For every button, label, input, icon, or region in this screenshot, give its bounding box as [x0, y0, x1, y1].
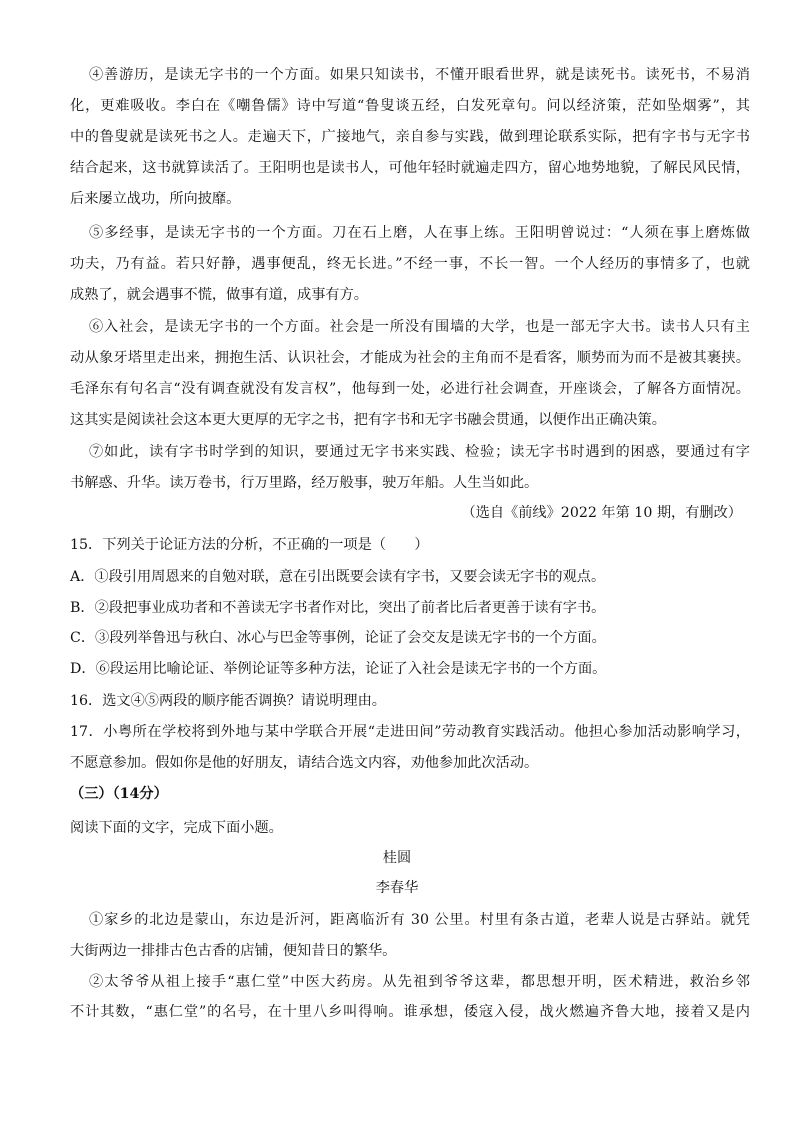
text-line: 毛泽东有句名言“没有调查就没有发言权”，他每到一处，必进行社会调查，开座谈会，了解各方面情况。	[70, 381, 750, 397]
text-line: 动从象牙塔里走出来，拥抱生活、认识社会，才能成为社会的主角而不是看客，顺势而为而不是被其裹挟。	[70, 350, 750, 366]
section-heading: （三）（14分）	[70, 786, 168, 802]
text-line: 化，更难吸收。李白在《嘲鲁儒》诗中写道“鲁叟谈五经，白发死章句。问以经济策，茫如坠烟雾”，其	[70, 98, 750, 114]
text-line: 这其实是阅读社会这本更大更厚的无字之书，把有字书和无字书融会贯通，以便作出正确决策。	[70, 412, 666, 428]
text-line: 不计其数，“惠仁堂”的名号，在十里八乡叫得响。谁承想，倭寇入侵，战火燃遍齐鲁大地，接着又是内	[70, 1004, 750, 1020]
text-line: ⑦如此，读有字书时学到的知识，要通过无字书来实践、检验；读无字书时遇到的困惑，要通过有字	[89, 444, 750, 460]
text-line: ④善游历，是读无字书的一个方面。如果只知读书，不懂开眼看世界，就是读死书。读死书，不易消	[89, 67, 750, 83]
option-b: B．②段把事业成功者和不善读无字书者作对比，突出了前者比后者更善于读有字书。	[70, 600, 606, 616]
article-author: 李春华	[375, 880, 419, 896]
instruction: 阅读下面的文字，完成下面小题。	[70, 820, 283, 836]
text-line: 大街两边一排排古色古香的店铺，便知昔日的繁华。	[70, 943, 397, 959]
question-16: 16．选文④⑤两段的顺序能否调换？请说明理由。	[70, 693, 386, 709]
text-line: 书解惑、升华。读万卷书，行万里路，经万般事，驶万年船。人生当如此。	[70, 475, 539, 491]
question-stem: 15．下列关于论证方法的分析，不正确的一项是（ ）	[70, 537, 429, 553]
text-line: 17．小粤所在学校将到外地与某中学联合开展“走进田间”劳动教育实践活动。他担心参加活动影响学习，	[70, 724, 750, 740]
option-a: A．①段引用周恩来的自勉对联，意在引出既要会读有字书，又要会读无字书的观点。	[70, 569, 606, 585]
article-title: 桂圆	[382, 850, 412, 866]
text-line: ⑤多经事，是读无字书的一个方面。刀在石上磨，人在事上练。王阳明曾说过：“人须在事上磨炼做	[89, 225, 750, 241]
text-line: ⑥入社会，是读无字书的一个方面。社会是一所没有围墙的大学，也是一部无字大书。读书人只有主	[89, 319, 750, 335]
text-line: 中的鲁叟就是读死书之人。走遍天下，广接地气，亲自参与实践，做到理论联系实际，把有字书与无字书	[70, 129, 750, 145]
text-line: 不愿意参加。假如你是他的好朋友，请结合选文内容，劝他参加此次活动。	[70, 755, 539, 771]
option-d: D．⑥段运用比喻论证、举例论证等多种方法，论证了入社会是读无字书的一个方面。	[70, 661, 607, 677]
source-citation: （选自《前线》2022 年第 10 期，有删改）	[461, 505, 742, 521]
text-line: ②太爷爷从祖上接手“惠仁堂”中医大药房。从先祖到爷爷这辈，都思想开明，医术精进，救治乡邻	[89, 974, 750, 990]
text-line: ①家乡的北边是蒙山，东边是沂河，距离临沂有 30 公里。村里有条古道，老辈人说是古驿站。就凭	[89, 912, 750, 928]
option-c: C．③段列举鲁迅与秋白、冰心与巴金等事例，论证了会交友是读无字书的一个方面。	[70, 630, 606, 646]
text-line: 功夫，乃有益。若只好静，遇事便乱，终无长进。”不经一事，不长一智。一个人经历的事情多了，也就	[70, 256, 750, 272]
text-line: 结合起来，这书就算读活了。王阳明也是读书人，可他年轻时就遍走四方，留心地势地貌，了解民风民情，	[70, 160, 750, 176]
text-line: 成熟了，就会遇事不慌，做事有道，成事有方。	[70, 287, 368, 303]
text-line: 后来屡立战功，所向披靡。	[70, 191, 241, 207]
